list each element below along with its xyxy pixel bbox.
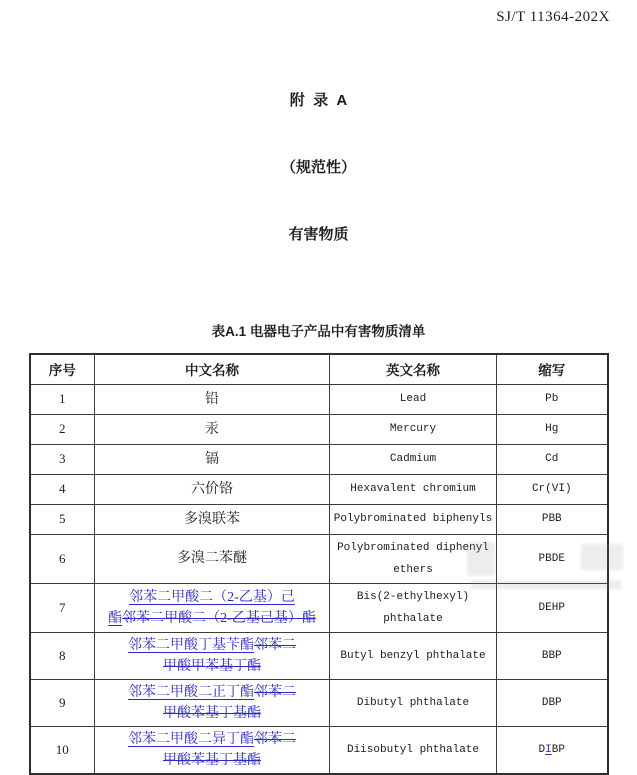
cell-chinese-name — [95, 534, 330, 583]
deleted-text: 邻苯二 — [254, 684, 296, 700]
cell-chinese-name — [95, 474, 330, 504]
abbreviation-text: BBP — [541, 649, 562, 662]
cell-serial-number: 4 — [30, 474, 95, 504]
appendix-title: 附 录 A — [289, 92, 348, 109]
table-caption: 表A.1 电器电子产品中有害物质清单 — [211, 324, 426, 339]
cell-serial-number: 7 — [30, 583, 95, 632]
cell-english-name: Cadmium — [330, 444, 497, 474]
cell-abbreviation — [497, 632, 608, 679]
cell-serial-number: 6 — [30, 534, 95, 583]
table-row — [30, 474, 608, 504]
cell-serial-number: 1 — [30, 384, 95, 414]
column-header: 缩写 — [497, 354, 608, 384]
cell-chinese-name — [95, 726, 330, 774]
cell-chinese-name — [95, 444, 330, 474]
column-header: 序号 — [30, 354, 95, 384]
table-row — [30, 726, 608, 774]
table-row — [30, 444, 608, 474]
cell-abbreviation — [497, 444, 608, 474]
cell-chinese-name — [95, 679, 330, 726]
inserted-text: I — [545, 743, 552, 756]
deleted-text: 甲酸苯基丁基酯 — [163, 705, 261, 721]
cell-serial-number: 2 — [30, 414, 95, 444]
table-row — [30, 504, 608, 534]
deleted-text: 甲酸苯基丁基酯 — [163, 752, 261, 768]
cell-abbreviation — [497, 583, 608, 632]
abbreviation-text: D — [538, 743, 546, 756]
cell-abbreviation — [497, 534, 608, 583]
table-row — [30, 679, 608, 726]
cell-english-name: Bis(2-ethylhexyl) phthalate — [330, 583, 497, 632]
table-row — [30, 583, 608, 632]
chinese-name-text: 铅 — [205, 391, 219, 407]
chinese-name-text: 镉 — [205, 451, 219, 467]
cell-abbreviation — [497, 474, 608, 504]
cell-english-name: Butyl benzyl phthalate — [330, 632, 497, 679]
cell-english-name: Mercury — [330, 414, 497, 444]
abbreviation-text: PBB — [541, 513, 562, 525]
abbreviation-text: Hg — [545, 423, 559, 435]
column-header: 英文名称 — [330, 354, 497, 384]
inserted-text: 邻苯二甲酸二正丁酯 — [128, 684, 254, 700]
cell-english-name: Polybrominated diphenyl ethers — [330, 534, 497, 583]
appendix-subtitle: （规范性） — [280, 159, 356, 176]
chinese-name-text: 汞 — [205, 421, 219, 437]
cell-serial-number: 8 — [30, 632, 95, 679]
cell-chinese-name — [95, 384, 330, 414]
abbreviation-text: DEHP — [538, 601, 565, 614]
cell-english-name: Dibutyl phthalate — [330, 679, 497, 726]
cell-serial-number: 9 — [30, 679, 95, 726]
inserted-text: 邻苯二甲酸二异丁酯 — [128, 731, 254, 747]
abbreviation-text: Cd — [545, 453, 559, 465]
cell-abbreviation — [497, 726, 608, 774]
abbreviation-text: Pb — [545, 393, 559, 405]
cell-serial-number: 3 — [30, 444, 95, 474]
cell-abbreviation — [497, 679, 608, 726]
inserted-text: 邻苯二甲酸丁基苄酯 — [128, 637, 254, 653]
table-row — [30, 534, 608, 583]
cell-english-name: Lead — [330, 384, 497, 414]
inserted-text: 邻苯二甲酸二（2-乙基）己 — [129, 589, 295, 605]
cell-serial-number: 5 — [30, 504, 95, 534]
cell-abbreviation — [497, 384, 608, 414]
hazardous-substances-table — [29, 353, 609, 775]
column-header: 中文名称 — [95, 354, 330, 384]
abbreviation-text: BP — [551, 743, 565, 756]
deleted-text: 邻苯二 — [254, 637, 296, 653]
table-header-row — [30, 354, 608, 384]
cell-english-name: Polybrominated biphenyls — [330, 504, 497, 534]
abbreviation-text: PBDE — [538, 552, 565, 565]
abbreviation-text: DBP — [541, 696, 562, 709]
standard-number: SJ/T 11364-202X — [496, 9, 610, 25]
inserted-text: 酯 — [108, 610, 123, 626]
cell-english-name: Hexavalent chromium — [330, 474, 497, 504]
table-row — [30, 384, 608, 414]
chinese-name-text: 六价铬 — [191, 481, 233, 497]
deleted-text: 邻苯二 — [254, 731, 296, 747]
table-row — [30, 414, 608, 444]
appendix-heading: 有害物质 — [288, 226, 349, 243]
cell-chinese-name — [95, 504, 330, 534]
chinese-name-text: 多溴联苯 — [184, 511, 240, 527]
appendix-header — [0, 46, 637, 291]
cell-serial-number: 10 — [30, 726, 95, 774]
deleted-text: 甲酸甲苯基丁酯 — [163, 658, 261, 674]
table-row — [30, 632, 608, 679]
chinese-name-text: 多溴二苯醚 — [177, 551, 247, 566]
cell-chinese-name — [95, 632, 330, 679]
cell-chinese-name — [95, 583, 330, 632]
deleted-text: 邻苯二甲酸二（2-乙基己基）酯 — [122, 610, 316, 626]
abbreviation-text: Cr(VI) — [531, 483, 572, 495]
cell-chinese-name — [95, 414, 330, 444]
cell-abbreviation — [497, 504, 608, 534]
cell-abbreviation — [497, 414, 608, 444]
cell-english-name: Diisobutyl phthalate — [330, 726, 497, 774]
